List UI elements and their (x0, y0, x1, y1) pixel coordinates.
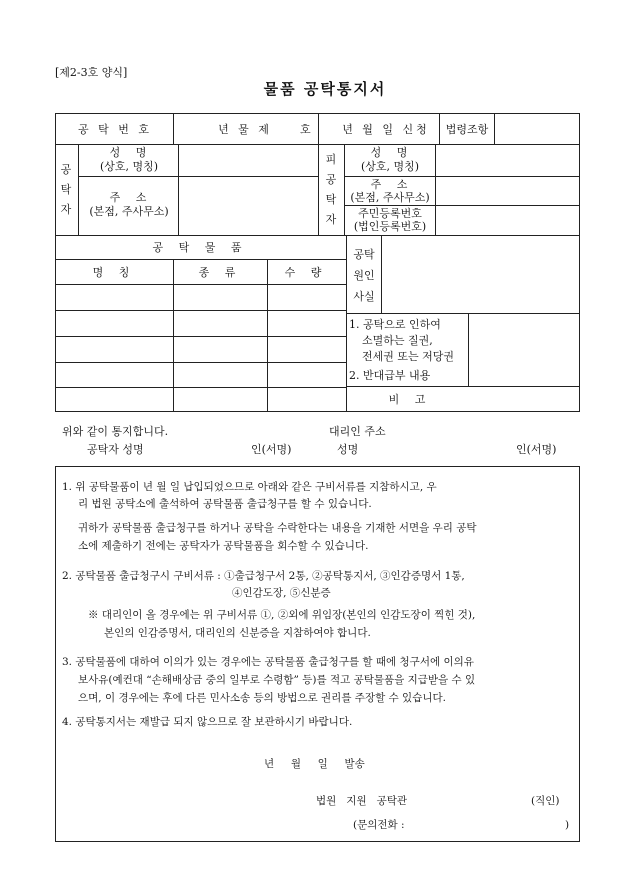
rights-item1-l1: 1. 공탁으로 인하여 (349, 318, 441, 331)
instruction-3b: 보사유(예컨대 “손해배상금 중의 일부로 수령함” 등)를 적고 공탁물품을 지급받을 수 있 (78, 674, 476, 686)
depositor-addr-sub: (본점, 주사무소) (89, 205, 169, 218)
depositor-name-label: 성 명 (109, 146, 153, 159)
depositee-addr-label: 주 소 (370, 178, 414, 191)
instruction-4: 4. 공탁통지서는 재발급 되지 않으므로 잘 보관하시기 바랍니다. (62, 716, 353, 728)
depositor-name-sign: 공탁자 성명 (87, 443, 144, 456)
depositee-id-sub: (법인등록번호) (353, 220, 427, 233)
rights-item1-l3: 전세권 또는 저당권 (362, 350, 455, 363)
depositee-name-label: 성 명 (370, 146, 414, 159)
notice-statement: 위와 같이 통지합니다. (62, 425, 169, 438)
agent-name-label: 성명 (337, 443, 359, 456)
remarks-label: 비 고 (388, 393, 432, 406)
form-code: [제2-3호 양식] (55, 66, 128, 79)
rights-item2: 2. 반대급부 내용 (349, 369, 431, 382)
law-label: 법령조항 (445, 123, 489, 136)
depositor-addr-label: 주 소 (109, 191, 153, 204)
depositee-label: 피 공 탁 자 (325, 153, 337, 226)
instruction-1c: 귀하가 공탁물품 출급청구를 하거나 공탁을 수락한다는 내용을 기재한 서면을 우리 공탁 (78, 522, 477, 534)
goods-header: 공 탁 물 품 (152, 241, 248, 254)
goods-col-name: 명 칭 (92, 266, 136, 279)
depositor-name-sub: (상호, 명칭) (99, 160, 159, 173)
date-label: 년 월 일 신청 (342, 123, 430, 136)
dispatch-date: 년 월 일 발송 (264, 758, 365, 770)
instruction-2a: 2. 공탁물품 출급청구시 구비서류 : ①출급청구서 2통, ②공탁통지서, ③인감증명서 1통, (62, 570, 465, 582)
depositee-name-sub: (상호, 명칭) (360, 160, 420, 173)
depositor-label: 공 탁 자 (60, 163, 72, 216)
instruction-1b: 리 법원 공탁소에 출석하여 공탁물품 출급청구를 할 수 있습니다. (78, 498, 372, 510)
instruction-3c: 으며, 이 경우에는 후에 다른 민사소송 등의 방법으로 권리를 주장할 수 있습니다. (78, 692, 446, 704)
instruction-2c: ※ 대리인이 올 경우에는 위 구비서류 ①, ②외에 위임장(본인의 인감도장이 찍힌 것), (88, 609, 476, 621)
page-title: 물품 공탁통지서 (263, 80, 387, 98)
depositee-id-label: 주민등록번호 (358, 207, 422, 220)
instruction-3a: 3. 공탁물품에 대하여 이의가 있는 경우에는 공탁물품 출급청구를 할 때에 청구서에 이의유 (62, 656, 474, 668)
seal-2: 인(서명) (516, 443, 557, 456)
ho-label: 호 (300, 123, 311, 136)
instruction-1a: 1. 위 공탁물품이 년 월 일 납입되었으므로 아래와 같은 구비서류를 지참하시고, 우 (62, 481, 437, 493)
depositee-addr-sub: (본점, 주사무소) (350, 191, 430, 204)
rights-item1-l2: 소멸하는 질권, (362, 334, 433, 347)
goods-col-qty: 수 량 (284, 266, 328, 279)
seal-1: 인(서명) (251, 443, 292, 456)
agent-address-label: 대리인 주소 (329, 425, 386, 438)
instruction-2b: ④인감도장, ⑤신분증 (232, 587, 331, 599)
deposit-no-label: 공 탁 번 호 (78, 123, 152, 136)
instruction-1d: 소에 제출하기 전에는 공탁자가 공탁물품을 회수할 수 있습니다. (78, 540, 369, 552)
court-office: 법원 지원 공탁관 (316, 795, 408, 807)
inquiry-phone-close: ) (565, 819, 570, 831)
cause-label: 공탁 원인 사실 (353, 248, 375, 303)
goods-col-type: 종 류 (198, 266, 242, 279)
instruction-2d: 본인의 인감증명서, 대리인의 신분증을 지참하여야 합니다. (104, 627, 371, 639)
official-seal: (직인) (531, 795, 560, 807)
inquiry-phone-label: (문의전화 : (353, 819, 405, 831)
year-label: 년 물 제 (218, 123, 272, 136)
